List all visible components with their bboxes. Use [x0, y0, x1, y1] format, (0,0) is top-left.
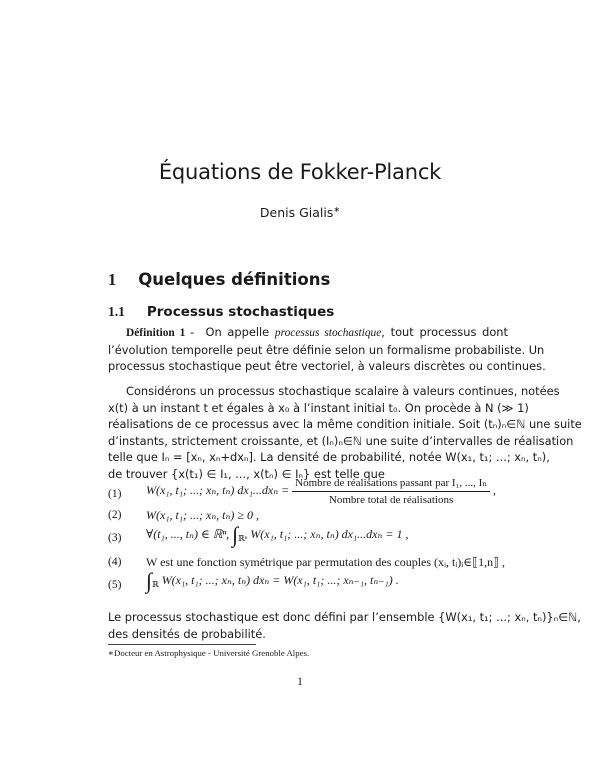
emphasis: processus stochastique [274, 327, 382, 339]
paragraph-line: x(t) à un instant t et égales à x₀ à l’instant initial t₀. On procède à N (≫ 1) [108, 400, 529, 415]
paragraph-line: de trouver {x(t₁) ∈ I₁, ..., x(tₙ) ∈ Iₙ} est telle que [108, 466, 385, 481]
integral-sign: ∫ [146, 568, 153, 593]
equation-number: (5) [108, 579, 122, 591]
integral-domain: ℝ [152, 579, 159, 589]
equation-number: (2) [108, 509, 122, 521]
definition-line: processus stochastique peut être vectoriel, à valeurs discrètes ou continues. [108, 359, 546, 374]
fraction: $\frac{\text{Nombre de réalisations passant par I₁, ..., Iₙ}}{\text{Nombre total de réalisations}}$ [292, 476, 490, 506]
section-number: 1 [108, 270, 117, 289]
equation-4: W est une fonction symétrique par permutation des couples (xᵢ, tᵢ)ᵢ∈⟦1,n⟧ , [146, 555, 506, 569]
subsection-number: 1.1 [108, 304, 125, 319]
integral-domain: ℝⁿ [238, 533, 248, 543]
integral-sign: ∫ [232, 522, 239, 547]
page-title: Équations de Fokker-Planck [158, 160, 442, 184]
paragraph-line: des densités de probabilité. [108, 626, 266, 641]
equation-3: ∀(t₁, ..., tₙ) ∈ ℝⁿ, $\int_{ℝ^n}$ W(x₁, t₁; ...; xₙ, tₙ) dx₁...dxₙ = 1 , [146, 522, 409, 547]
body-paragraph [108, 383, 582, 483]
definition-line: l’évolution temporelle peut être définie selon un formalisme probabiliste. Un [108, 342, 545, 357]
subsection-title: Processus stochastiques [146, 304, 335, 320]
footnote-rule [108, 644, 256, 645]
author [0, 205, 600, 220]
footnote-mark: ∗ [333, 205, 341, 214]
section-heading [108, 270, 330, 290]
equation-5: $\int_ℝ$ W(x₁, t₁; ...; xₙ, tₙ) dxₙ = W(x₁, t₁; ...; xₙ₋₁, tₙ₋₁) . [146, 568, 399, 593]
author-name: Denis Gialis [259, 205, 334, 221]
definition-label: Définition 1 - [126, 327, 195, 339]
equation-number: (4) [108, 556, 122, 568]
paragraph-line: telle que Iₙ = [xₙ, xₙ+dxₙ]. La densité de probabilité, notée W(x₁, t₁; ...; xₙ, tₙ), [108, 450, 550, 465]
paragraph-line: réalisations de ce processus avec la même condition initiale. Soit (tₙ)ₙ∈ℕ une suite [108, 417, 582, 432]
equation-1: W(x₁, t₁; ...; xₙ, tₙ) dx₁...dxₙ = $\frac{\text{Nombre de réalisations passant par I₁, ..., Iₙ}}{\text{Nombre total de réalisations}}$ , [146, 477, 497, 506]
subsection-heading [108, 304, 334, 320]
paragraph-line: Le processus stochastique est donc défini par l’ensemble {W(x₁, t₁; ...; xₙ, tₙ)}ₙ∈ℕ, [108, 610, 581, 624]
equation-number: (1) [108, 488, 122, 500]
definition-block [108, 324, 546, 375]
section-title: Quelques définitions [138, 270, 331, 289]
equation-number: (3) [108, 532, 122, 544]
conclusion-paragraph [108, 609, 581, 642]
paragraph-line: d’instants, strictement croissante, et (Iₙ)ₙ∈ℕ une suite d’intervalles de réalisation [108, 433, 574, 448]
page-number: 1 [297, 676, 303, 688]
footnote: ∗Docteur en Astrophysique - Université Grenoble Alpes. [108, 648, 310, 658]
equation-2: W(x₁, t₁; ...; xₙ, tₙ) ≥ 0 , [146, 508, 259, 522]
definition-line: Définition 1 - On appelle processus stochastique, tout processus dont [126, 325, 508, 339]
paragraph-line: Considérons un processus stochastique scalaire à valeurs continues, notées [126, 384, 560, 398]
